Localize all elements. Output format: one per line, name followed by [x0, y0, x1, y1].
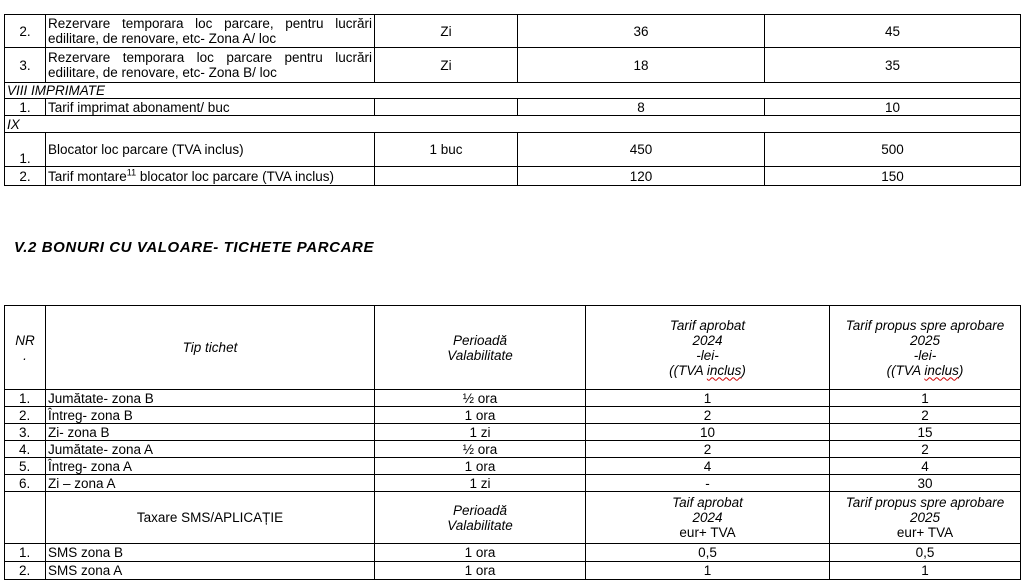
row-number: 6.: [5, 475, 46, 492]
row-unit: Zi: [375, 48, 518, 83]
tip-tichet: Întreg- zona B: [46, 407, 375, 424]
tarif-2024: 4: [586, 458, 830, 475]
tarif-2024: 0,5: [586, 544, 830, 562]
perioada: 1 zi: [375, 424, 586, 441]
section-title-viii: VIII IMPRIMATE: [5, 83, 1021, 99]
tarif-2024: -: [586, 475, 830, 492]
table-row: [5, 15, 1021, 48]
table-header-row: [5, 306, 1021, 390]
header-text: .: [23, 347, 27, 363]
tarif-2024: 450: [518, 133, 765, 167]
tarif-2025: 45: [765, 15, 1021, 48]
row-number: 1.: [5, 544, 46, 562]
tichete-table: [4, 305, 1021, 580]
row-number: 3.: [5, 424, 46, 441]
tarif-2024: 8: [518, 99, 765, 116]
perioada: 1 ora: [375, 544, 586, 562]
row-description: [46, 48, 375, 83]
header-text: Perioadă: [452, 332, 508, 348]
header-tarif-2025: [830, 306, 1021, 390]
table-row: [5, 441, 1021, 458]
row-number: 1.: [5, 133, 46, 167]
header-text: -lei-: [696, 347, 719, 363]
section-row: [5, 83, 1021, 99]
section-heading: V.2 BONURI CU VALOARE- TICHETE PARCARE: [14, 239, 375, 256]
row-number: 1.: [5, 390, 46, 407]
row-number: 2.: [5, 167, 46, 186]
header-text: Tarif aprobat: [669, 317, 746, 333]
table-row: [5, 99, 1021, 116]
row-number: 1.: [5, 99, 46, 116]
tarif-2025: 30: [830, 475, 1021, 492]
header-perioada: [375, 306, 586, 390]
perioada: 1 ora: [375, 407, 586, 424]
tarif-2025: 500: [765, 133, 1021, 167]
header-text: Perioadă: [452, 502, 508, 518]
tip-tichet: SMS zona B: [46, 544, 375, 562]
row-description: [46, 15, 375, 48]
tip-tichet: Jumătate- zona B: [46, 390, 375, 407]
header-text: 2025: [909, 510, 941, 525]
row-number: 4.: [5, 441, 46, 458]
header-text: 2024: [692, 510, 723, 525]
sms-header-tarif-2025: [830, 492, 1021, 544]
tarif-2025: 0,5: [830, 544, 1021, 562]
header-text: Tarif propus spre aprobare: [845, 317, 1005, 333]
table-row: [5, 458, 1021, 475]
tarif-2024: 36: [518, 15, 765, 48]
table-row: [5, 48, 1021, 83]
description-line: edilitare, de renovare, etc- Zona B/ loc: [48, 65, 277, 80]
row-unit: 1 buc: [375, 133, 518, 167]
header-text: ((TVA inclus): [669, 362, 746, 378]
row-number: 2.: [5, 407, 46, 424]
table-row: [5, 407, 1021, 424]
row-description: Tarif imprimat abonament/ buc: [46, 99, 375, 116]
table-row: [5, 390, 1021, 407]
header-text: NR: [15, 332, 35, 348]
sms-header-tip: Taxare SMS/APLICAȚIE: [46, 492, 375, 544]
table-row: [5, 167, 1021, 186]
tarif-2025: 4: [830, 458, 1021, 475]
tip-tichet: Jumătate- zona A: [46, 441, 375, 458]
table-row: [5, 475, 1021, 492]
header-text: Tarif propus spre aprobare: [845, 495, 1005, 510]
perioada: 1 zi: [375, 475, 586, 492]
tarif-2025: 1: [830, 562, 1021, 580]
header-text: inclus: [924, 362, 959, 378]
header-text: (TVA: [891, 362, 925, 378]
tarif-2025: 2: [830, 407, 1021, 424]
tarif-2025: 2: [830, 441, 1021, 458]
header-tip: Tip tichet: [46, 306, 375, 390]
header-text: Valabilitate: [447, 517, 513, 533]
header-text: 2025: [909, 332, 941, 348]
tarif-2024: 1: [586, 562, 830, 580]
tarif-2025: 15: [830, 424, 1021, 441]
row-unit: [375, 99, 518, 116]
tarif-2024: 18: [518, 48, 765, 83]
header-empty: [5, 492, 46, 544]
tarif-2025: 10: [765, 99, 1021, 116]
tip-tichet: SMS zona A: [46, 562, 375, 580]
header-tarif-2024: [586, 306, 830, 390]
header-text: eur+ TVA: [679, 525, 736, 540]
tip-tichet: Zi- zona B: [46, 424, 375, 441]
tarif-2024: 1: [586, 390, 830, 407]
table-row: [5, 562, 1021, 580]
tip-tichet: Zi – zona A: [46, 475, 375, 492]
table-row: [5, 424, 1021, 441]
perioada: ½ ora: [375, 441, 586, 458]
tip-tichet: Întreg- zona A: [46, 458, 375, 475]
description-text: blocator loc parcare (TVA inclus): [136, 168, 334, 184]
sms-header-row: [5, 492, 1021, 544]
perioada: 1 ora: [375, 562, 586, 580]
description-line: Rezervare temporara loc parcare pentru lucrări: [48, 50, 372, 65]
header-nr: [5, 306, 46, 390]
footnote-ref: 11: [126, 167, 137, 177]
header-text: (TVA: [673, 362, 707, 378]
row-description: Blocator loc parcare (TVA inclus): [46, 133, 375, 167]
tariff-table-top: [4, 14, 1021, 186]
row-unit: Zi: [375, 15, 518, 48]
tarif-2025: 1: [830, 390, 1021, 407]
header-text: -lei-: [913, 347, 937, 363]
sms-header-perioada: [375, 492, 586, 544]
description-line: Rezervare temporara loc parcare, pentru lucrări: [48, 16, 372, 31]
header-text: inclus: [706, 362, 742, 378]
row-number: 5.: [5, 458, 46, 475]
description-line: edilitare, de renovare, etc- Zona A/ loc: [48, 31, 277, 46]
header-text: Taif aprobat: [672, 495, 743, 510]
tarif-2024: 2: [586, 407, 830, 424]
row-description: [46, 167, 375, 186]
table-row: [5, 133, 1021, 167]
perioada: ½ ora: [375, 390, 586, 407]
row-number: 2.: [5, 15, 46, 48]
header-text: ((TVA inclus): [886, 362, 964, 378]
row-number: 3.: [5, 48, 46, 83]
tarif-2024: 2: [586, 441, 830, 458]
section-row: [5, 116, 1021, 133]
tarif-2024: 120: [518, 167, 765, 186]
table-row: [5, 544, 1021, 562]
sms-header-tarif-2024: [586, 492, 830, 544]
section-title-ix: IX: [5, 116, 1021, 133]
header-text: 2024: [692, 332, 723, 348]
header-text: Valabilitate: [447, 347, 513, 363]
description-text: Tarif montare: [48, 168, 127, 184]
header-text: eur+ TVA: [896, 525, 954, 540]
tarif-2025: 35: [765, 48, 1021, 83]
row-number: 2.: [5, 562, 46, 580]
tarif-2025: 150: [765, 167, 1021, 186]
row-unit: [375, 167, 518, 186]
tarif-2024: 10: [586, 424, 830, 441]
perioada: 1 ora: [375, 458, 586, 475]
